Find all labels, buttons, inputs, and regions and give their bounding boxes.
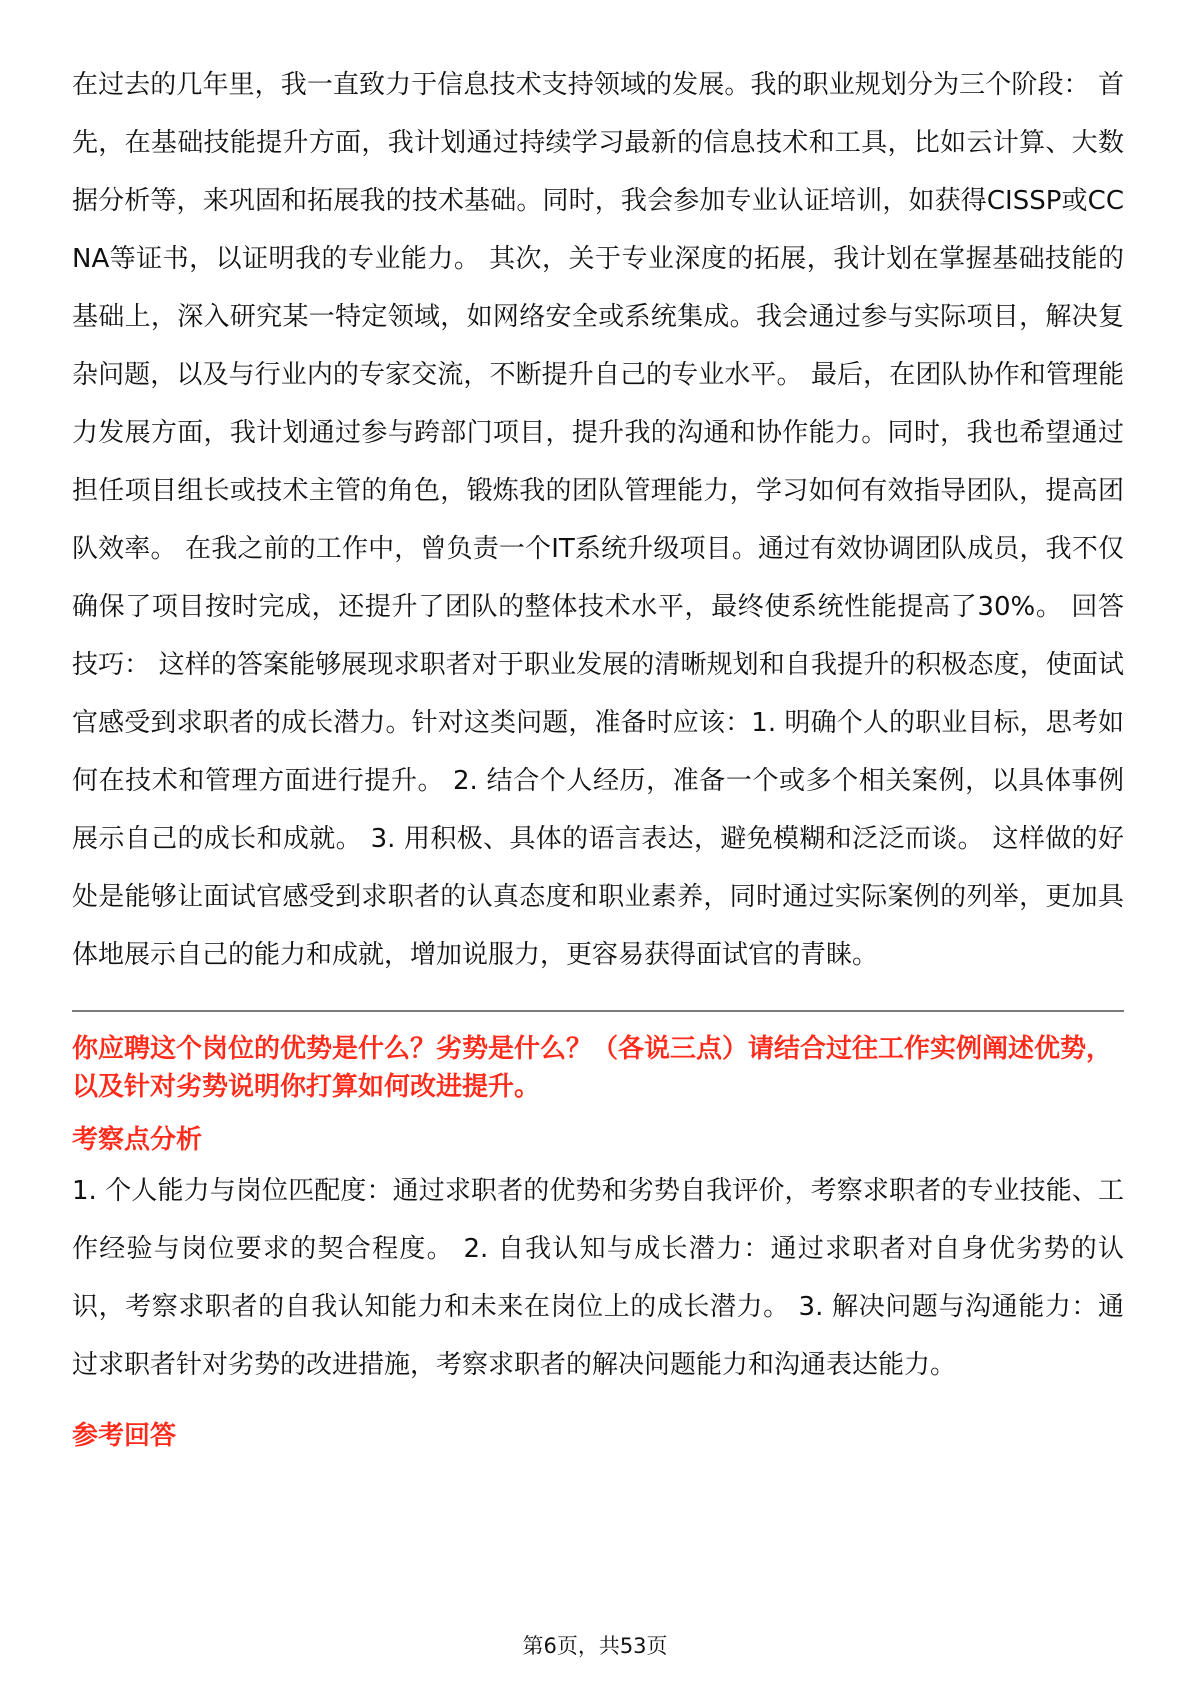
answer-heading: 参考回答	[72, 1421, 177, 1451]
analysis-heading: 考察点分析	[72, 1125, 203, 1155]
document-page	[72, 56, 1124, 1456]
intro-paragraph: 在过去的几年里，我一直致力于信息技术支持领域的发展。我的职业规划分为三个阶段： 首先，在基础技能提升方面，我计划通过持续学习最新的信息技术和工具，比如云计算、大数据分析等，来巩固和拓展我的技术基础。同时，我会参加专业认证培训，如获得CISSP或CCNA等证书，以证明我的专业能力。 其次，关于专业深度的拓展，我计划在掌握基础技能的基础上，深入研究某一特定领域，如网络安全或系统集成。我会通过参与实际项目，解决复杂问题，以及与行业内的专家交流，不断提升自己的专业水平。 最后，在团队协作和管理能力发展方面，我计划通过参与跨部门项目，提升我的沟通和协作能力。同时，我也希望通过担任项目组长或技术主管的角色，锻炼我的团队管理能力，学习如何有效指导团队，提高团队效率。 在我之前的工作中，曾负责一个IT系统升级项目。通过有效协调团队成员，我不仅确保了项目按时完成，还提升了团队的整体技术水平，最终使系统性能提高了30%。 回答技巧： 这样的答案能够展现求职者对于职业发展的清晰规划和自我提升的积极态度，使面试官感受到求职者的成长潜力。针对这类问题，准备时应该：1. 明确个人的职业目标，思考如何在技术和管理方面进行提升。 2. 结合个人经历，准备一个或多个相关案例，以具体事例展示自己的成长和成就。 3. 用积极、具体的语言表达，避免模糊和泛泛而谈。 这样做的好处是能够让面试官感受到求职者的认真态度和职业素养，同时通过实际案例的列举，更加具体地展示自己的能力和成就，增加说服力，更容易获得面试官的青睐。	[72, 70, 1124, 970]
section-divider	[72, 1010, 1124, 1012]
question-title: 你应聘这个岗位的优势是什么？劣势是什么？（各说三点）请结合过往工作实例阐述优势，以及针对劣势说明你打算如何改进提升。	[72, 1034, 1113, 1102]
analysis-paragraph: 1. 个人能力与岗位匹配度：通过求职者的优势和劣势自我评价，考察求职者的专业技能、工作经验与岗位要求的契合程度。 2. 自我认知与成长潜力：通过求职者对自身优劣势的认识，考察求职者的自我认知能力和未来在岗位上的成长潜力。 3. 解决问题与沟通能力：通过求职者针对劣势的改进措施，考察求职者的解决问题能力和沟通表达能力。	[72, 1176, 1124, 1380]
page-indicator: 第6页，共53页	[522, 1634, 668, 1658]
